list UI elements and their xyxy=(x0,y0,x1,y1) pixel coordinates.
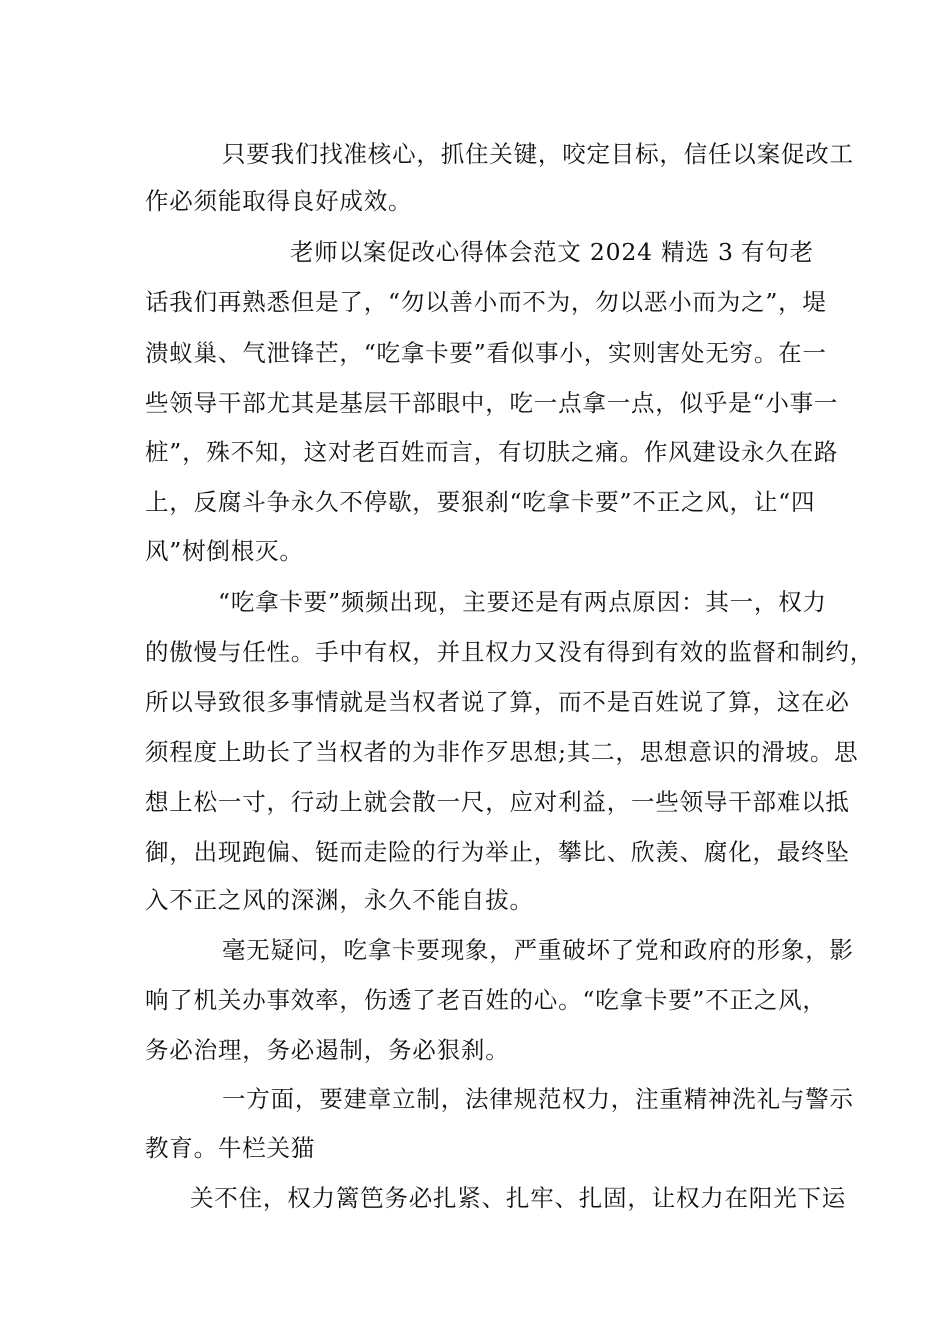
text-line: 须程度上助长了当权者的为非作歹思想;其二，思想意识的滑坡。思 xyxy=(145,738,859,766)
text-line: 有句老 xyxy=(741,238,814,266)
text-line: 一方面，要建章立制，法律规范权力，注重精神洗礼与警示 xyxy=(222,1085,854,1113)
text-line: 作必须能取得良好成效。 xyxy=(145,187,413,215)
text-line: 些领导干部尤其是基层干部眼中，吃一点拿一点，似乎是“小事一 xyxy=(145,389,839,417)
text-line: 风”树倒根灭。 xyxy=(145,537,304,565)
text-line: 溃蚁巢、气泄锋芒，“吃拿卡要”看似事小，实则害处无穷。在一 xyxy=(145,339,827,367)
text-line: 只要我们找准核心，抓住关键，咬定目标，信任以案促改工 xyxy=(222,140,854,168)
text-line: 务必治理，务必遏制，务必狠刹。 xyxy=(145,1036,510,1064)
text-line: 响了机关办事效率，伤透了老百姓的心。“吃拿卡要”不正之风， xyxy=(145,986,827,1014)
text-line: 入不正之风的深渊，永久不能自拔。 xyxy=(145,886,534,914)
text-line: 关不住，权力篱笆务必扎紧、扎牢、扎固，让权力在阳光下运 xyxy=(190,1184,847,1212)
text-line: 上，反腐斗争永久不停歇，要狠刹“吃拿卡要”不正之风，让“四 xyxy=(145,488,816,516)
text-line: 教育。牛栏关猫 xyxy=(145,1134,316,1162)
text-line: 的傲慢与任性。手中有权，并且权力又没有得到有效的监督和制约， xyxy=(145,638,874,666)
section-heading: 老师以案促改心得体会范文 2024 精选 3 xyxy=(290,238,734,266)
text-line: “吃拿卡要”频频出现，主要还是有两点原因：其一，权力 xyxy=(218,588,827,616)
text-line: 想上松一寸，行动上就会散一尺，应对利益，一些领导干部难以抵 xyxy=(145,788,850,816)
text-line: 桩”，殊不知，这对老百姓而言，有切肤之痛。作风建设永久在路 xyxy=(145,438,839,466)
text-line: 话我们再熟悉但是了，“勿以善小而不为，勿以恶小而为之”，堤 xyxy=(145,288,827,316)
text-line: 御，出现跑偏、铤而走险的行为举止，攀比、欣羡、腐化，最终坠 xyxy=(145,838,850,866)
text-line: 毫无疑问，吃拿卡要现象，严重破坏了党和政府的形象，影 xyxy=(222,936,854,964)
text-line: 所以导致很多事情就是当权者说了算，而不是百姓说了算，这在必 xyxy=(145,688,850,716)
